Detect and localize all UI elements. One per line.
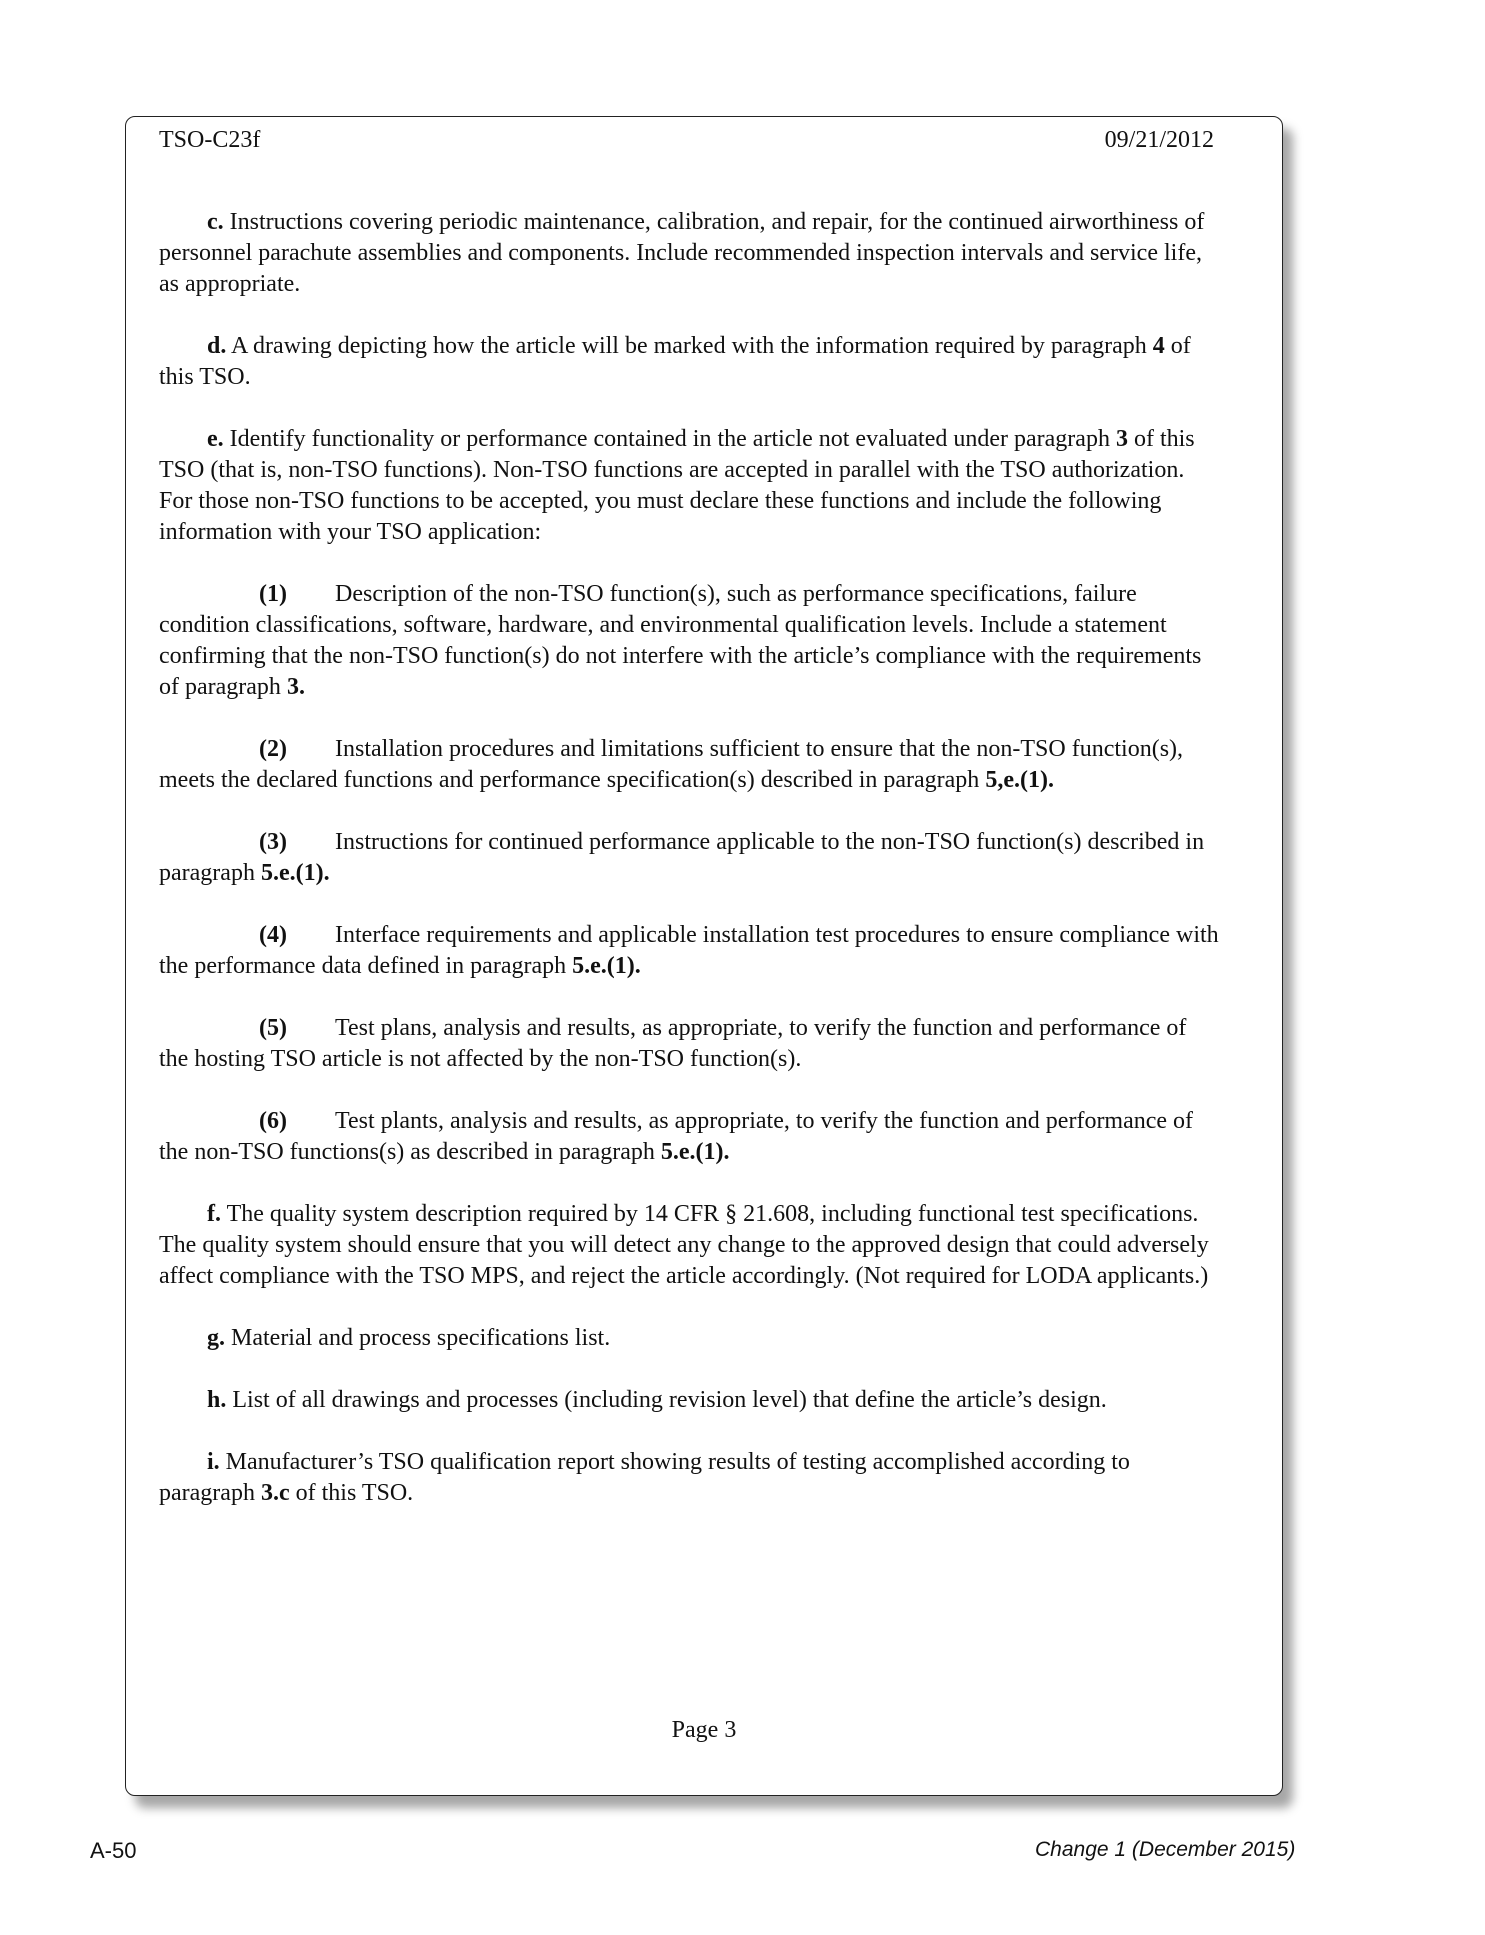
paragraph-label: g. — [207, 1325, 225, 1351]
paragraph-text: Material and process specifications list. — [231, 1325, 611, 1351]
paragraph-text: The quality system description required by 14 CFR § 21.608, including functional test specifications. The quality system should ensure that you will detect any change to the approved design that could adversely affect compliance with the TSO MPS, and reject the article accordingly. (Not required for LODA applicants.) — [159, 1201, 1209, 1289]
paragraph-label: i. — [207, 1449, 220, 1475]
paragraph-label: h. — [207, 1387, 227, 1413]
document-page — [125, 116, 1283, 1796]
paragraph-text: A drawing depicting how the article will be marked with the information required by paragraph — [231, 333, 1153, 359]
paragraph-text: Description of the non-TSO function(s), such as performance specifications, failure condition classifications, software, hardware, and environmental qualification levels. Include a statement confirming that the non-TSO function(s) do not interfere with the article’s compliance with the requirements of paragraph — [159, 581, 1202, 700]
paragraph-text: of this TSO (that is, non-TSO functions). Non-TSO functions are accepted in parallel with the TSO authorization. For those non-TSO functions to be accepted, you must declare these functions and include the following information with your TSO application: — [159, 426, 1195, 545]
paragraph-text: Installation procedures and limitations sufficient to ensure that the non-TSO function(s), meets the declared functions and performance specification(s) described in paragraph — [159, 736, 1184, 793]
paragraph-label: f. — [207, 1201, 221, 1227]
paragraph-text: List of all drawings and processes (including revision level) that define the article’s design. — [232, 1387, 1107, 1413]
doc-date: 09/21/2012 — [1104, 127, 1214, 153]
paragraph-ref: 5,e.(1). — [985, 767, 1054, 793]
subparagraph-number: (5) — [259, 1015, 287, 1041]
subparagraph-number: (6) — [259, 1108, 287, 1134]
paragraph-text: Identify functionality or performance contained in the article not evaluated under paragraph — [229, 426, 1116, 452]
subparagraph-e3 — [159, 827, 1219, 889]
paragraph-h — [159, 1385, 1219, 1416]
paragraph-text: Interface requirements and applicable installation test procedures to ensure compliance with the performance data defined in paragraph — [159, 922, 1219, 979]
paragraph-text: of this TSO. — [289, 1480, 414, 1506]
paragraph-text: Test plants, analysis and results, as appropriate, to verify the function and performance of the non-TSO functions(s) as described in paragraph — [159, 1108, 1194, 1165]
paragraph-text: of this TSO. — [159, 333, 1191, 390]
paragraph-ref: 3 — [1115, 426, 1128, 452]
paragraph-ref: 3. — [286, 674, 305, 700]
subparagraph-e5 — [159, 1013, 1219, 1075]
paragraph-label: e. — [207, 426, 224, 452]
subparagraph-number: (2) — [259, 736, 287, 762]
paragraph-e — [159, 424, 1219, 548]
paragraph-text: Manufacturer’s TSO qualification report showing results of testing accomplished according to paragraph — [159, 1449, 1130, 1506]
doc-id: TSO-C23f — [159, 127, 261, 153]
paragraph-label: d. — [207, 333, 227, 359]
subparagraph-number: (4) — [259, 922, 287, 948]
subparagraph-number: (3) — [259, 829, 287, 855]
paragraph-label: c. — [207, 209, 224, 235]
subparagraph-number: (1) — [259, 581, 287, 607]
subparagraph-e2 — [159, 734, 1219, 796]
paragraph-c — [159, 207, 1219, 300]
body-text — [159, 207, 1219, 1540]
paragraph-text: Instructions for continued performance applicable to the non-TSO function(s) described in paragraph — [159, 829, 1205, 886]
subparagraph-e1 — [159, 579, 1219, 703]
subparagraph-e4 — [159, 920, 1219, 982]
paragraph-ref: 5.e.(1). — [260, 860, 330, 886]
paragraph-ref: 5.e.(1). — [660, 1139, 730, 1165]
paragraph-text: Instructions covering periodic maintenance, calibration, and repair, for the continued airworthiness of personnel parachute assemblies and components. Include recommended inspection intervals and service life, as appropriate. — [159, 209, 1205, 297]
paragraph-i — [159, 1447, 1219, 1509]
footer-change-note: Change 1 (December 2015) — [1035, 1838, 1296, 1861]
footer-page-code: A-50 — [90, 1838, 137, 1863]
page-number: Page 3 — [671, 1717, 737, 1743]
paragraph-g — [159, 1323, 1219, 1354]
paragraph-text: Test plans, analysis and results, as appropriate, to verify the function and performance of the hosting TSO article is not affected by the non-TSO function(s). — [159, 1015, 1187, 1072]
paragraph-ref: 3.c — [260, 1480, 290, 1506]
paragraph-ref: 5.e.(1). — [572, 953, 641, 979]
paragraph-d — [159, 331, 1219, 393]
page-header — [159, 127, 1214, 154]
paragraph-ref: 4 — [1152, 333, 1165, 359]
paragraph-f — [159, 1199, 1219, 1292]
subparagraph-e6 — [159, 1106, 1219, 1168]
